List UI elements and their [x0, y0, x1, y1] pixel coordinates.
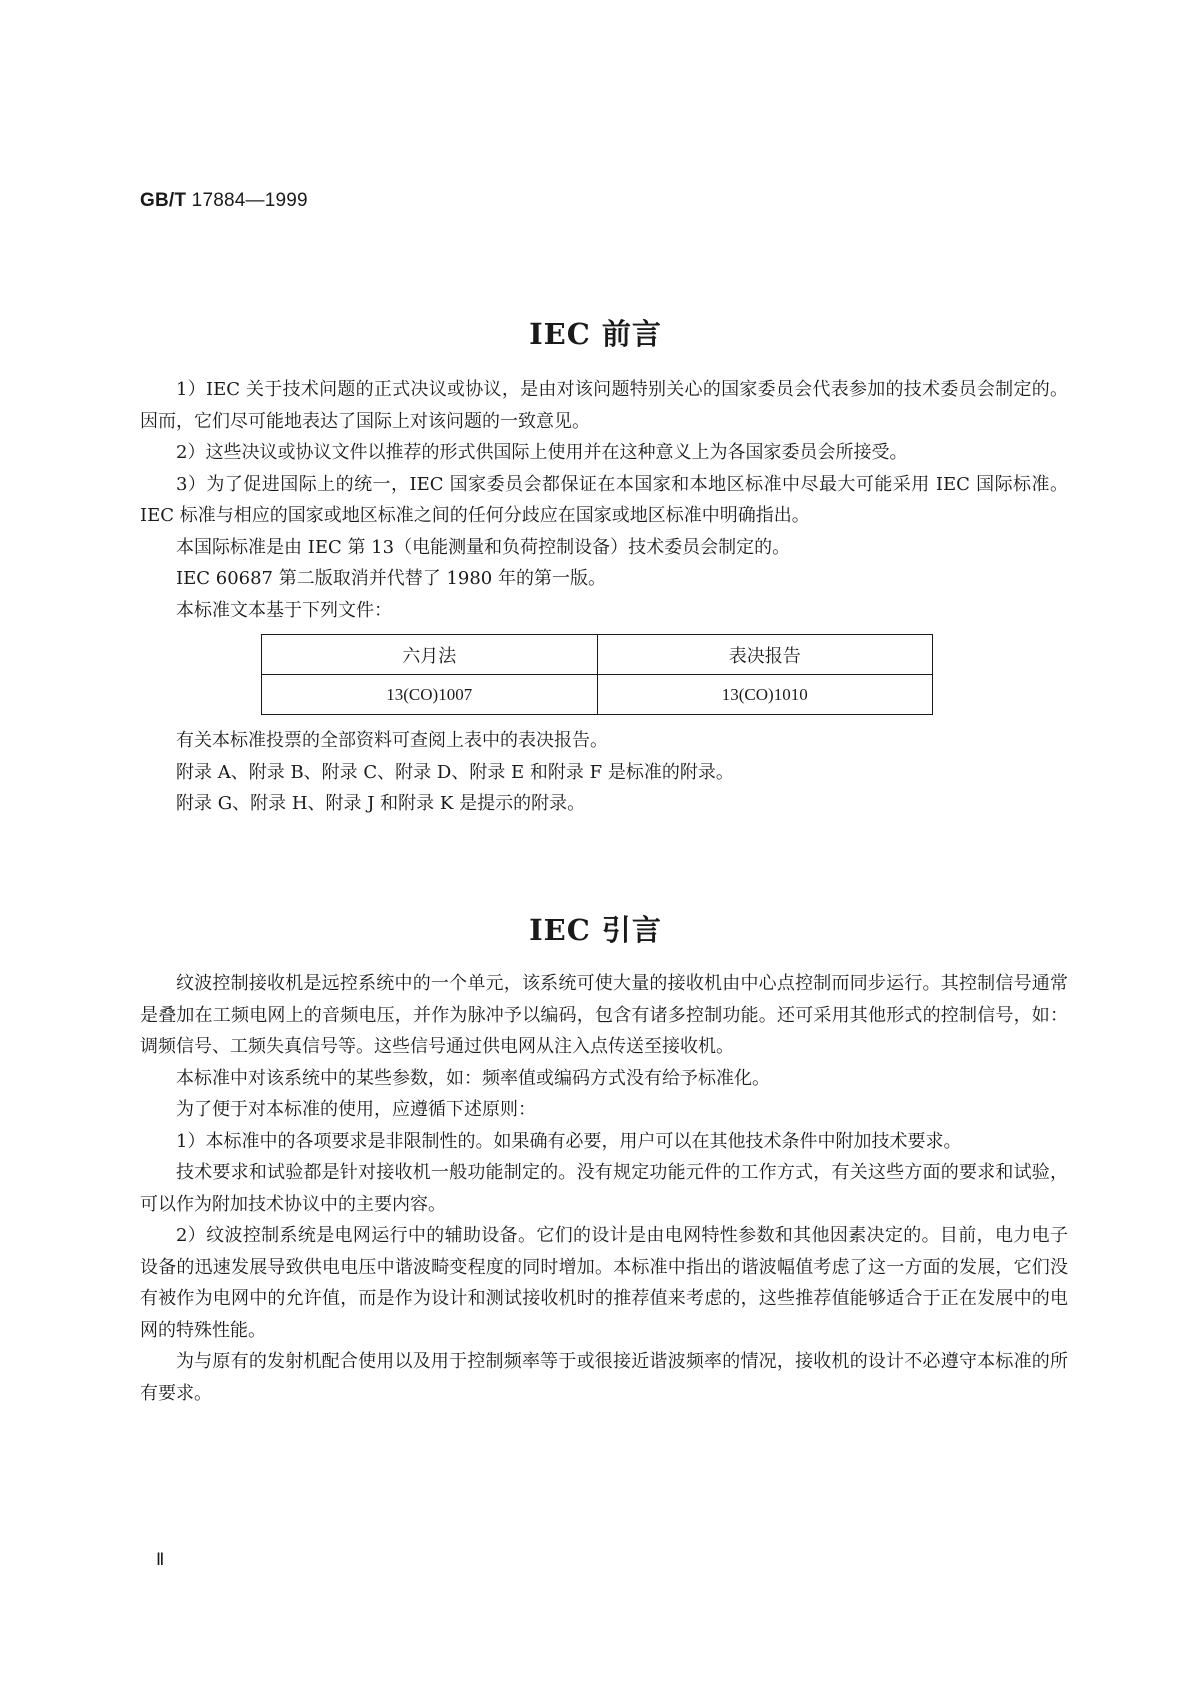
introduction-paragraph: 2）纹波控制系统是电网运行中的辅助设备。它们的设计是由电网特性参数和其他因素决定的。目前，电力电子设备的迅速发展导致供电电压中谐波畸变程度的同时增加。本标准中指出的谐波幅值考虑了这一方面的发展，它们没有被作为电网中的允许值，而是作为设计和测试接收机时的推荐值来考虑的，这些推荐值能够适合于正在发展中的电网的特殊性能。	[140, 1225, 1068, 1341]
foreword-paragraph: 本国际标准是由 IEC 第 13（电能测量和负荷控制设备）技术委员会制定的。	[176, 536, 791, 558]
foreword-paragraph: 本标准文本基于下列文件：	[176, 599, 392, 621]
table-header-cell: 六月法	[262, 635, 598, 675]
introduction-title: IEC 引言	[529, 913, 662, 947]
foreword-paragraph: IEC 60687 第二版取消并代替了 1980 年的第一版。	[176, 568, 606, 589]
standard-number: 17884—1999	[191, 190, 308, 211]
introduction-paragraph: 纹波控制接收机是远控系统中的一个单元，该系统可使大量的接收机由中心点控制而同步运行。其控制信号通常是叠加在工频电网上的音频电压，并作为脉冲予以编码，包含有诸多控制功能。还可采用其他形式的控制信号，如：调频信号、工频失真信号等。这些信号通过供电网从注入点传送至接收机。	[140, 973, 1068, 1057]
table-header-cell: 表决报告	[597, 635, 933, 675]
foreword-note: 附录 A、附录 B、附录 C、附录 D、附录 E 和附录 F 是标准的附录。	[176, 761, 734, 783]
foreword-paragraph: 2）这些决议或协议文件以推荐的形式供国际上使用并在这种意义上为各国家委员会所接受。	[176, 442, 908, 463]
page-number: Ⅱ	[156, 1550, 165, 1569]
foreword-notes	[140, 725, 1068, 820]
introduction-body	[140, 968, 1068, 1409]
introduction-paragraph: 1）本标准中的各项要求是非限制性的。如果确有必要，用户可以在其他技术条件中附加技术要求。	[176, 1130, 962, 1152]
foreword-note: 附录 G、附录 H、附录 J 和附录 K 是提示的附录。	[176, 793, 586, 814]
table-header-row	[262, 635, 933, 675]
introduction-paragraph: 技术要求和试验都是针对接收机一般功能制定的。没有规定功能元件的工作方式，有关这些方面的要求和试验，可以作为附加技术协议中的主要内容。	[140, 1162, 1068, 1215]
table-row	[262, 675, 933, 715]
documents-table	[261, 634, 933, 715]
standard-prefix: GB/T	[140, 190, 187, 211]
foreword-note: 有关本标准投票的全部资料可查阅上表中的表决报告。	[176, 730, 608, 751]
standard-id	[140, 190, 308, 212]
introduction-paragraph: 为了便于对本标准的使用，应遵循下述原则：	[176, 1099, 536, 1120]
table-cell: 13(CO)1007	[262, 675, 598, 715]
foreword-paragraph: 3）为了促进国际上的统一，IEC 国家委员会都保证在本国家和本地区标准中尽最大可能采用 IEC 国际标准。IEC 标准与相应的国家或地区标准之间的任何分歧应在国家或地区标准中明确指出。	[140, 473, 1068, 526]
introduction-paragraph: 为与原有的发射机配合使用以及用于控制频率等于或很接近谐波频率的情况，接收机的设计不必遵守本标准的所有要求。	[140, 1351, 1068, 1404]
foreword-paragraph: 1）IEC 关于技术问题的正式决议或协议，是由对该问题特别关心的国家委员会代表参加的技术委员会制定的。因而，它们尽可能地表达了国际上对该问题的一致意见。	[140, 379, 1068, 432]
table-cell: 13(CO)1010	[597, 675, 933, 715]
foreword-body	[140, 374, 1068, 626]
introduction-paragraph: 本标准中对该系统中的某些参数，如：频率值或编码方式没有给予标准化。	[176, 1067, 770, 1089]
foreword-title: IEC 前言	[529, 317, 662, 351]
